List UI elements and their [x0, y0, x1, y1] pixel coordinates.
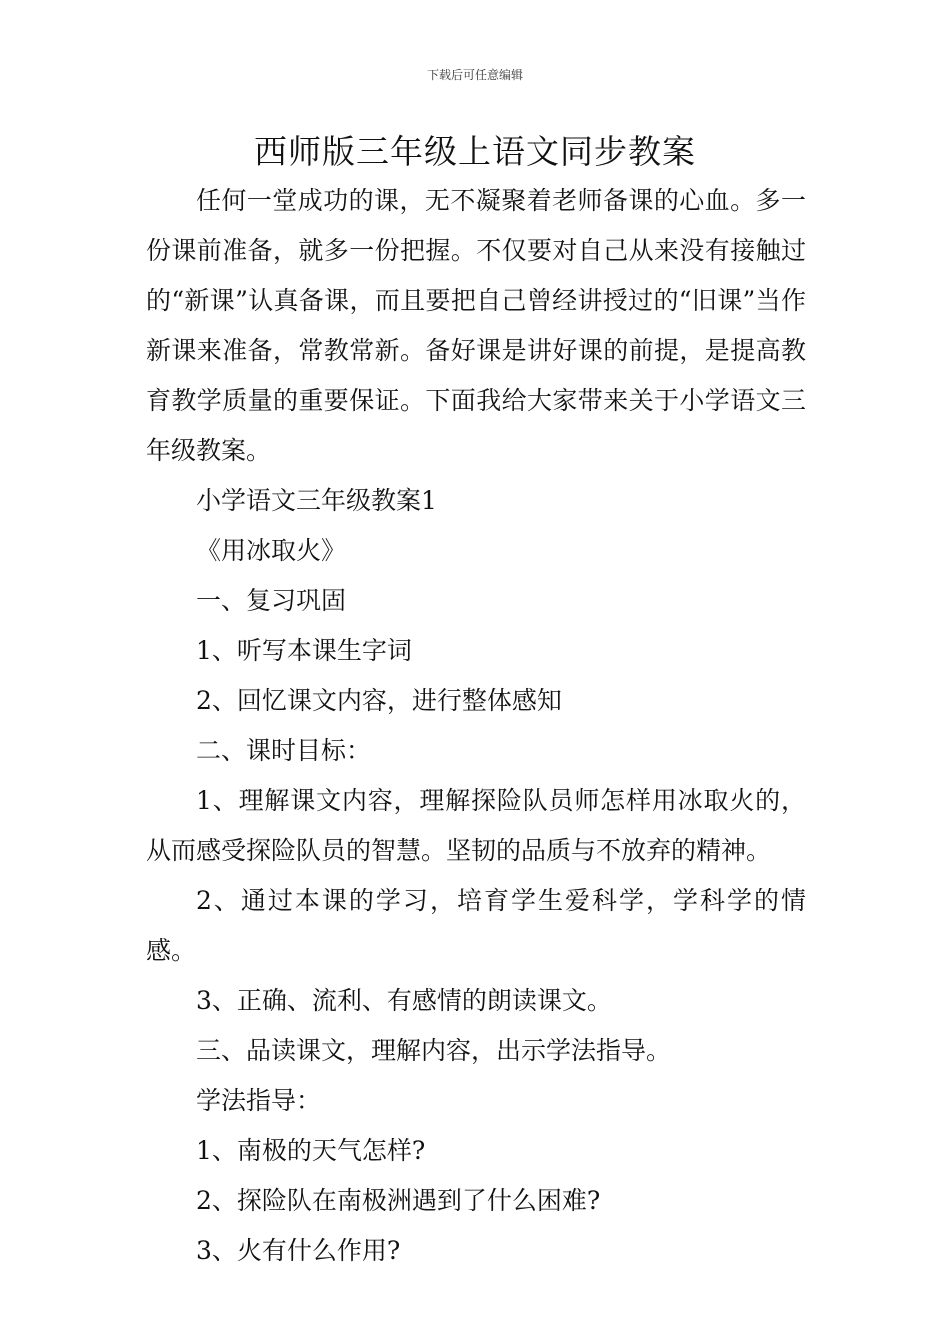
list-item: 1、理解课文内容，理解探险队员师怎样用冰取火的，从而感受探险队员的智慧。坚韧的品质与不放弃的精神。 [146, 786, 806, 865]
section-heading-reading: 三、品读课文，理解内容，出示学法指导。 [196, 1036, 672, 1065]
list-item: 3、正确、流利、有感情的朗读课文。 [196, 986, 612, 1015]
method-guide-heading: 学法指导： [196, 1086, 322, 1115]
list-item: 2、回忆课文内容，进行整体感知 [196, 686, 562, 715]
list-item: 2、探险队在南极洲遇到了什么困难? [196, 1186, 601, 1215]
list-item: 1、听写本课生字词 [196, 636, 412, 665]
document-title: 西师版三年级上语文同步教案 [254, 132, 696, 171]
intro-paragraph: 任何一堂成功的课，无不凝聚着老师备课的心血。多一份课前准备，就多一份把握。不仅要对自己从来没有接触过的“新课”认真备课，而且要把自己曾经讲授过的“旧课”当作新课来准备，常教常新。备好课是讲好课的前提，是提高教育教学质量的重要保证。下面我给大家带来关于小学语文三年级教案。 [146, 186, 806, 465]
page-header-note: 下载后可任意编辑 [426, 68, 523, 82]
list-item: 3、火有什么作用? [196, 1236, 401, 1265]
lesson-title: 《用冰取火》 [196, 536, 347, 565]
section-heading-goals: 二、课时目标： [196, 736, 372, 765]
section-heading-review: 一、复习巩固 [196, 586, 347, 615]
document-body [146, 176, 806, 1276]
list-item: 1、南极的天气怎样? [196, 1136, 426, 1165]
list-item: 2、通过本课的学习，培育学生爱科学，学科学的情感。 [146, 886, 806, 965]
lesson-heading: 小学语文三年级教案1 [196, 486, 437, 515]
